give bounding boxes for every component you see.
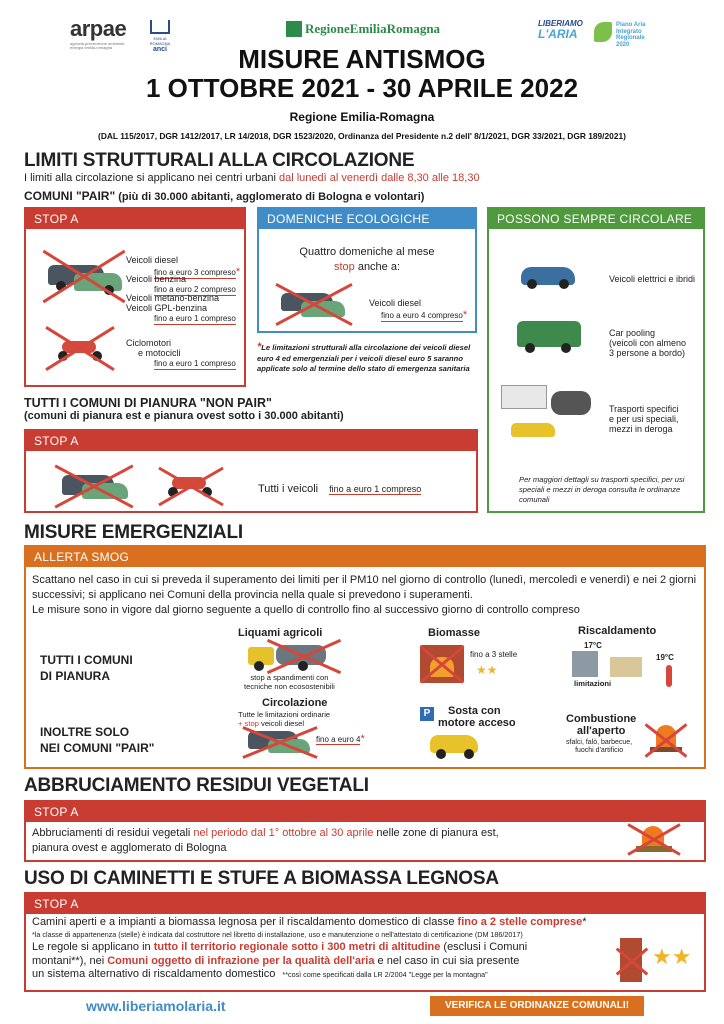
domeniche-note: *Le limitazioni strutturali alla circolazione dei veicoli diesel euro 4 ed emergenziali per i veicoli diesel euro 5 saranno applicate solo al termine dello stato di emergenza sanitaria — [257, 341, 471, 374]
regione-logo — [286, 20, 440, 38]
temp-19: 19°C — [656, 653, 674, 662]
verifica-banner: VERIFICA LE ORDINANZE COMUNALI! — [430, 996, 644, 1016]
idle-car-icon — [430, 733, 480, 759]
caminetti-box — [24, 892, 706, 992]
page-dates: 1 OTTOBRE 2021 - 30 APRILE 2022 — [145, 73, 579, 103]
region-label: Regione Emilia-Romagna — [289, 110, 435, 124]
limiti-intro — [24, 172, 480, 184]
thermometer-icon — [666, 665, 672, 687]
caminetti-head: STOP A — [26, 894, 704, 914]
domeniche-box — [257, 207, 477, 333]
piano-aria-logo-text: Piano Aria Integrato Regionale 2020 — [616, 22, 646, 48]
regione-logo-text: RegioneEmiliaRomagna — [305, 21, 441, 36]
limitazioni-label: limitazioni — [574, 679, 612, 688]
allerta-text: Scattano nel caso in cui si preveda il superamento dei limiti per il PM10 nel giorno di controllo (lunedì, mercoledì e venerdì) e nei 2 giorni successivi; si applicano nei Comuni della provincia nella quale si prevedono i superamenti. Le misure sono in vigore dal giorno seguente a quello di controllo fino al successivo giorno di controllo compreso — [32, 574, 697, 617]
anci-logo-text: anci — [152, 46, 167, 53]
liquami-sub: stop a spandimenti con tecniche non ecosostenibili — [244, 673, 335, 692]
legal-references: (DAL 115/2017, DGR 1412/2017, LR 14/2018, DGR 1523/2020, Ordinanza del Presidente n.2 dell' 8/1/2021, DGR 33/2021, DGR 189/2021) — [98, 131, 626, 141]
pianura-label: TUTTI I COMUNI DI PIANURA — [40, 653, 133, 683]
limiti-title: LIMITI STRUTTURALI ALLA CIRCOLAZIONE — [24, 150, 415, 171]
arpae-logo-subtitle: agenzia prevenzione ambiente energia emilia-romagna — [70, 41, 125, 51]
footer-url[interactable]: www.liberiamolaria.it — [86, 998, 226, 1014]
biomasse-sub: fino a 3 stelle — [470, 650, 518, 659]
residui-text: Abbruciamenti di residui vegetali nel periodo dal 1° ottobre al 30 aprile nelle zone di pianura est, pianura ovest e agglomerato di Bologna — [32, 827, 499, 855]
caminetti-text: Camini aperti e a impianti a biomassa legnosa per il riscaldamento domestico di classe fino a 2 stelle comprese* *la classe di appartenenza (stelle) è indicata dal costruttore nel libretto di installazione, uso e manutenzione o nell'attestato di certificazione (DM 186/2017) Le regole si applicano in tutto il territorio regionale sotto i 300 metri di altitudine (esclusi i Comuni montani**), nei Comuni oggetto di infrazione per la qualità dell'aria e nel caso in cui sia presente un sistema alternativo di riscaldamento domestico **così come specificati dalla LR 2/2004 "Legge per la montagna" — [32, 916, 587, 981]
special-transport-icon — [501, 385, 597, 445]
circolazione-sub: Tutte le limitazioni ordinarie + stop veicoli diesel — [238, 710, 331, 729]
pair-title: COMUNI "PAIR" — [24, 189, 116, 203]
stop-a-nonpair-box — [24, 429, 478, 513]
combustione-sub: sfalci, falò, barbecue, fuochi d'artificio — [566, 739, 633, 754]
sempre-note: Per maggiori dettagli su trasporti specifici, per usi speciali e mezzi in deroga consulta le ordinanze comunali — [519, 475, 685, 504]
residui-head: STOP A — [26, 802, 704, 822]
pair-heading — [24, 189, 424, 203]
liquami-title: Liquami agricoli — [238, 627, 323, 639]
stars-icon: ★★ — [476, 663, 498, 677]
limiti-intro-text: I limiti alla circolazione si applicano nei centri urbani — [24, 172, 279, 184]
stop-a-pair-box — [24, 207, 246, 387]
liberiamo-logo-bottom: L'ARIA — [538, 27, 578, 41]
domeniche-text: Quattro domeniche al mese stop anche a: — [299, 246, 435, 274]
house-icon — [610, 657, 642, 677]
sosta-title: Sosta con motore acceso — [438, 705, 516, 730]
liberiamo-logo-top: LIBERIAMO — [538, 19, 583, 28]
emergenziali-title: MISURE EMERGENZIALI — [24, 522, 243, 543]
caminetti-title: USO DI CAMINETTI E STUFE A BIOMASSA LEGNOSA — [24, 868, 499, 889]
nonpair-veicoli: Tutti i veicoli fino a euro 1 compreso — [258, 483, 422, 495]
pair-subtitle: (più di 30.000 abitanti, agglomerato di Bologna e volontari) — [115, 191, 425, 203]
solo-pair-label: INOLTRE SOLO NEI COMUNI "PAIR" — [40, 725, 155, 755]
ciclomotori-label: Ciclomotori e motocicli fino a euro 1 compreso — [126, 338, 236, 368]
allerta-head: ALLERTA SMOG — [26, 547, 704, 567]
nonpair-title: TUTTI I COMUNI DI PIANURA "NON PAIR" — [24, 396, 272, 410]
circolazione-title: Circolazione — [262, 697, 328, 709]
domeniche-diesel-label: Veicoli diesel fino a euro 4 compreso* — [369, 298, 468, 321]
stars-icon: ★★ — [652, 944, 692, 969]
carpooling-icon — [517, 319, 581, 353]
factory-icon — [572, 651, 598, 677]
biomasse-title: Biomasse — [428, 627, 480, 639]
allerta-smog-box — [24, 545, 706, 769]
riscaldamento-title: Riscaldamento — [578, 625, 657, 637]
nonpair-subtitle: (comuni di pianura est e pianura ovest sotto i 30.000 abitanti) — [24, 410, 344, 422]
elettrici-label: Veicoli elettrici e ibridi — [609, 274, 696, 284]
anci-logo-subtitle: EMILIA ROMAGNA — [149, 36, 171, 46]
parking-icon: P — [420, 707, 434, 721]
metano-label: Veicoli metano-benzina Veicoli GPL-benzina fino a euro 1 compreso — [126, 293, 236, 323]
circolazione-euro: fino a euro 4* — [316, 733, 365, 745]
liberiamo-logo — [538, 20, 582, 40]
domeniche-head: DOMENICHE ECOLOGICHE — [259, 209, 475, 229]
combustione-title: Combustione all'aperto — [566, 713, 637, 738]
residui-title: ABBRUCIAMENTO RESIDUI VEGETALI — [24, 775, 369, 796]
diesel-label: Veicoli diesel fino a euro 3 compreso* — [126, 255, 241, 278]
residui-box — [24, 800, 706, 862]
page-title: MISURE ANTISMOG — [238, 44, 486, 74]
benzina-label: Veicoli benzina fino a euro 2 compreso — [126, 274, 236, 294]
stop-a-pair-head: STOP A — [26, 209, 244, 229]
temp-17: 17°C — [584, 641, 602, 650]
sempre-head: POSSONO SEMPRE CIRCOLARE — [489, 209, 703, 229]
trasporti-label: Trasporti specifici e per usi speciali, mezzi in deroga — [609, 404, 679, 434]
carpooling-label: Car pooling (veicoli con almeno 3 persone a bordo) — [609, 328, 687, 358]
arpae-logo-text: arpae — [70, 16, 127, 41]
limiti-intro-hours: dal lunedì al venerdì dalle 8,30 alle 18,30 — [278, 172, 480, 184]
stop-a-nonpair-head: STOP A — [26, 431, 476, 451]
electric-car-icon — [521, 261, 581, 289]
sempre-circolare-box — [487, 207, 705, 513]
